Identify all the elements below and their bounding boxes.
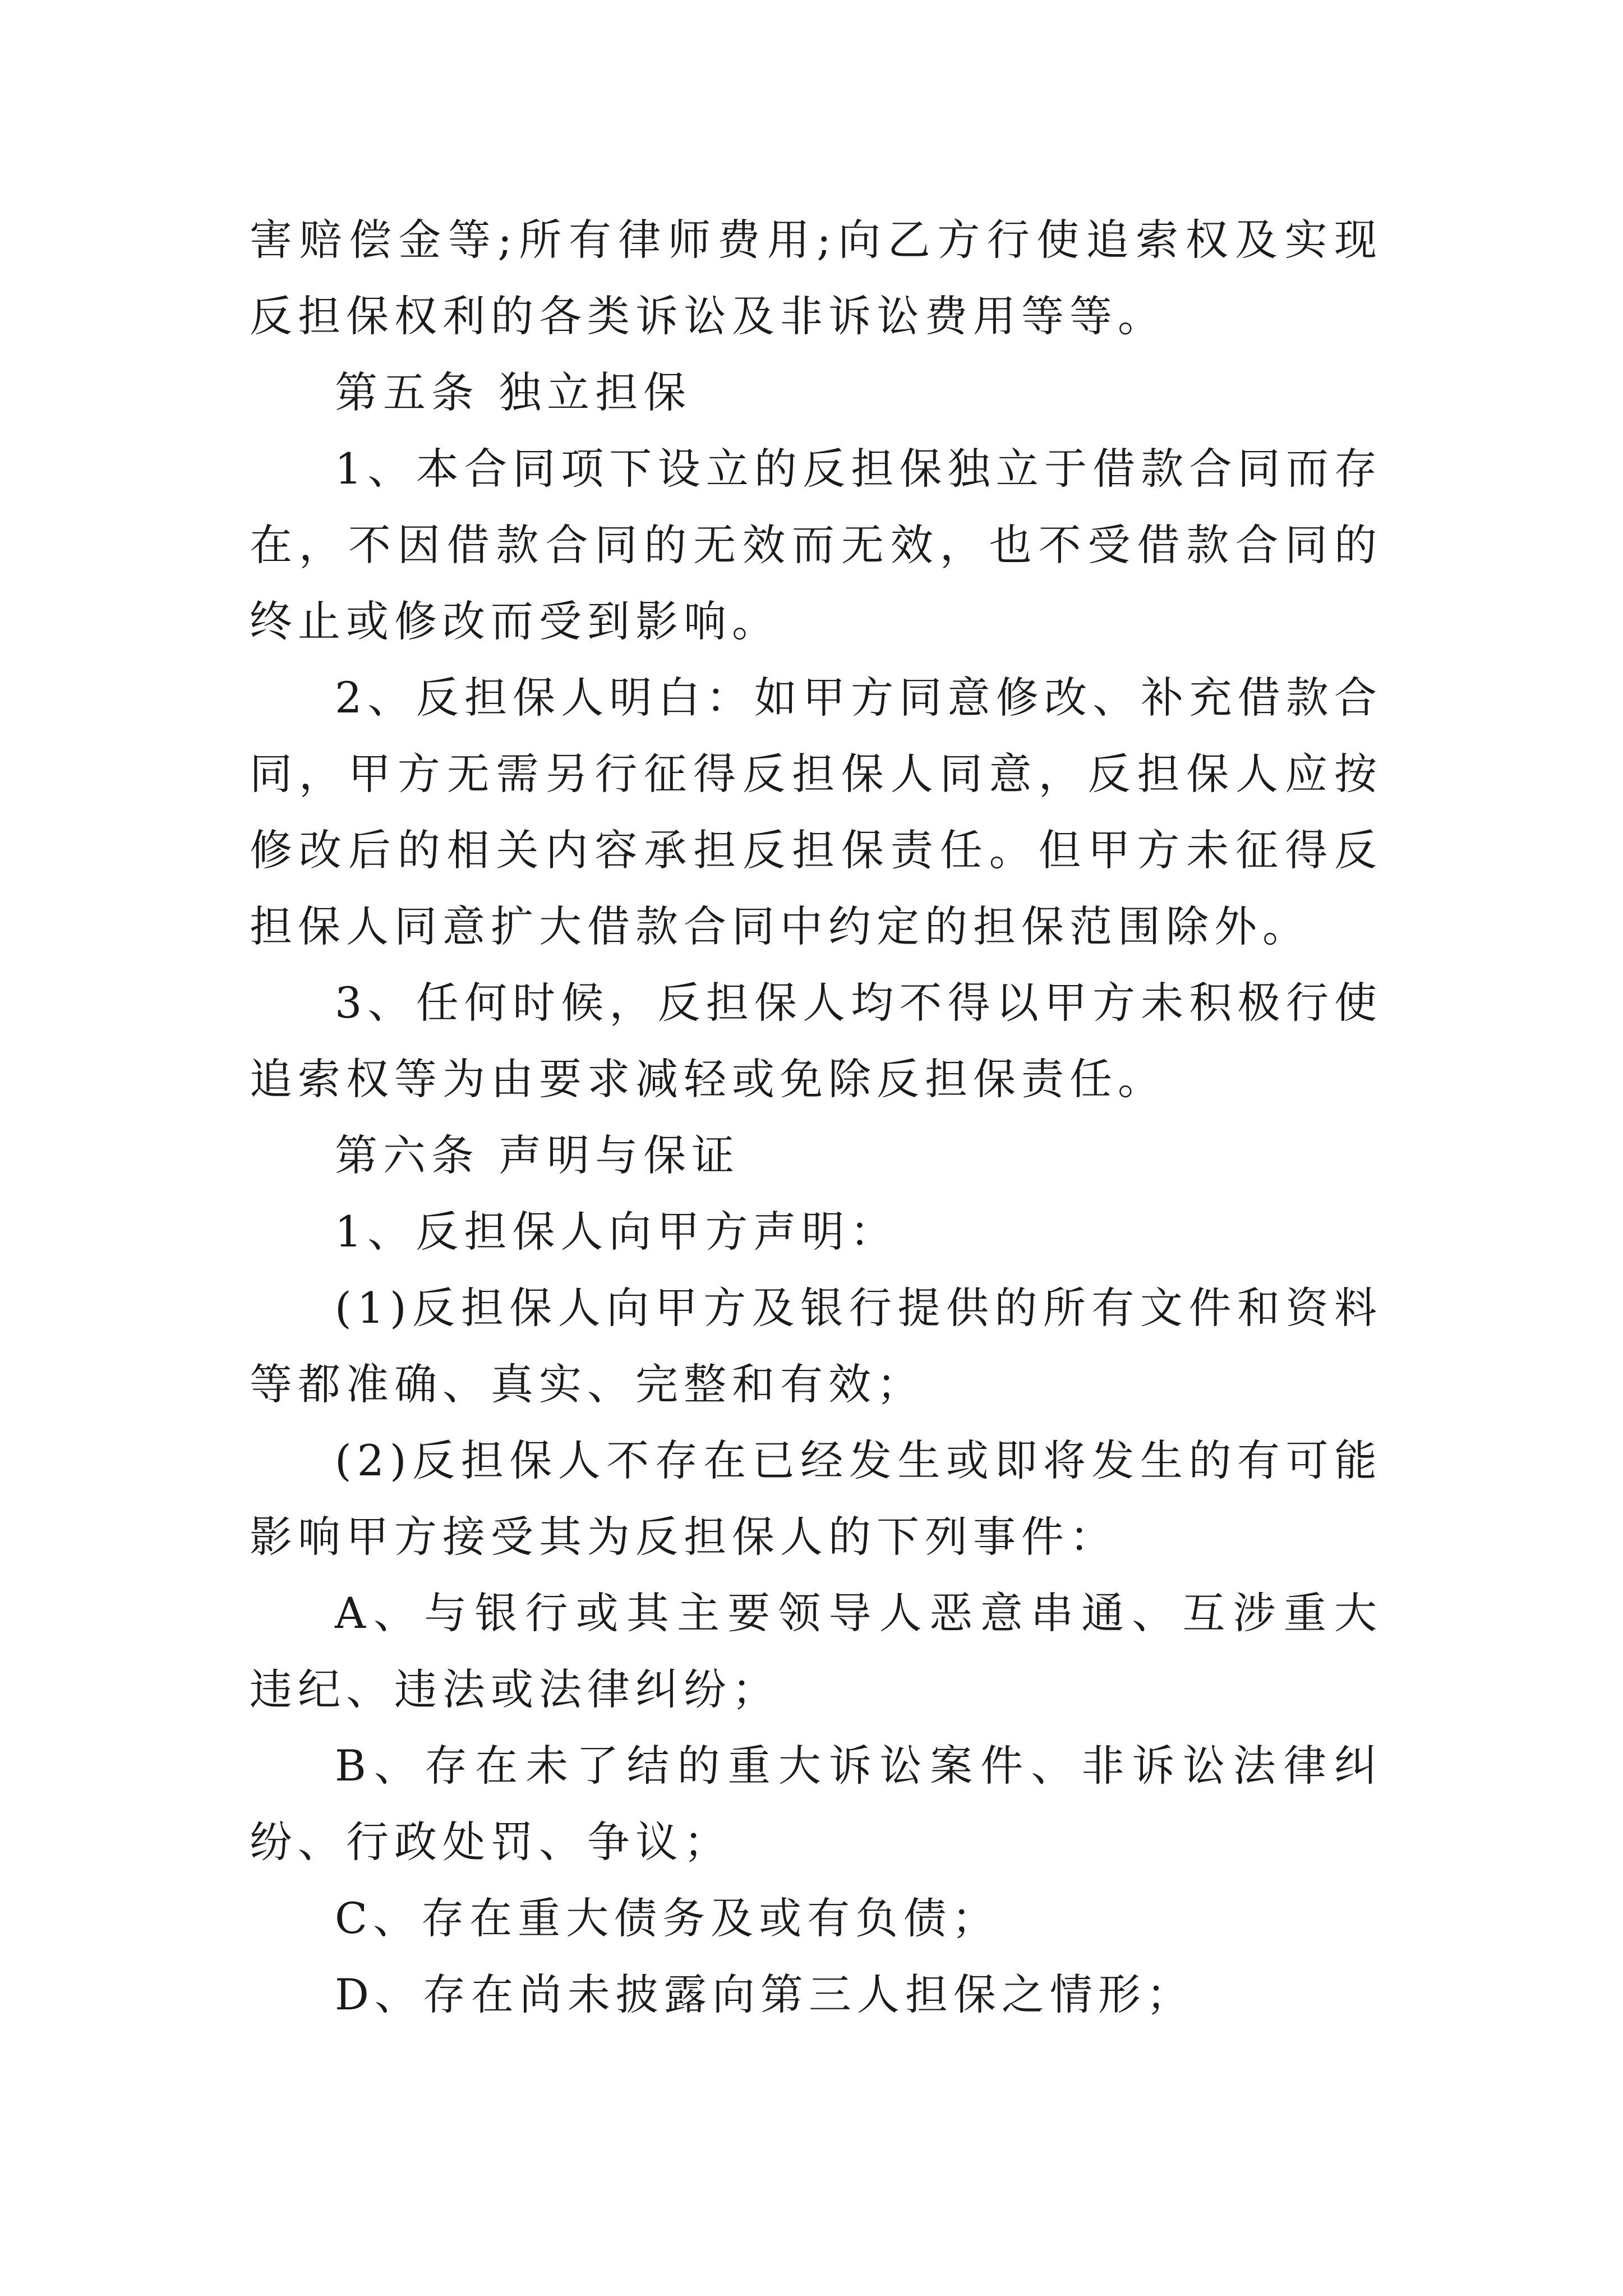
article-5-clause-2: 2、反担保人明白：如甲方同意修改、补充借款合同，甲方无需另行征得反担保人同意，反担保人应按修改后的相关内容承担反担保责任。但甲方未征得反担保人同意扩大借款合同中约定的担保范围除外。 bbox=[250, 673, 1382, 951]
article-6-item-c: C、存在重大债务及或有负债； bbox=[335, 1893, 1000, 1943]
article-5-clause-3: 3、任何时候，反担保人均不得以甲方未积极行使追索权等为由要求减轻或免除反担保责任。 bbox=[250, 978, 1382, 1104]
article-6-heading: 第六条 声明与保证 bbox=[335, 1130, 740, 1180]
article-6-item-b: B、存在未了结的重大诉讼案件、非诉讼法律纠纷、行政处罚、争议； bbox=[250, 1741, 1382, 1867]
article-6-item-1: (1)反担保人向甲方及银行提供的所有文件和资料等都准确、真实、完整和有效； bbox=[250, 1283, 1382, 1409]
article-6-item-2: (2)反担保人不存在已经发生或即将发生的有可能影响甲方接受其为反担保人的下列事件： bbox=[250, 1435, 1382, 1562]
article-6-clause-1: 1、反担保人向甲方声明： bbox=[335, 1207, 898, 1257]
article-5-heading: 第五条 独立担保 bbox=[335, 367, 692, 417]
article-6-item-a: A、与银行或其主要领导人恶意串通、互涉重大违纪、违法或法律纠纷； bbox=[250, 1588, 1382, 1714]
paragraph-continuation: 害赔偿金等;所有律师费用;向乙方行使追索权及实现反担保权利的各类诉讼及非诉讼费用等等。 bbox=[250, 215, 1382, 341]
article-6-item-d: D、存在尚未披露向第三人担保之情形； bbox=[335, 1970, 1195, 2019]
article-5-clause-1: 1、本合同项下设立的反担保独立于借款合同而存在，不因借款合同的无效而无效，也不受借款合同的终止或修改而受到影响。 bbox=[250, 444, 1382, 646]
document-body bbox=[250, 202, 1382, 2033]
